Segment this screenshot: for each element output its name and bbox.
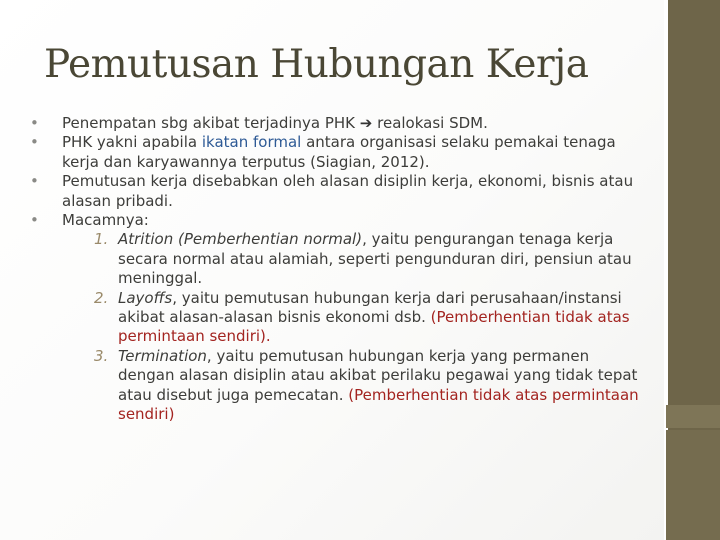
types-list [62,230,650,424]
bullet-item-causes [30,172,650,211]
list-number: 3. [94,346,109,365]
term-atrition: Atrition (Pemberhentian normal) [118,230,363,249]
term-note: (Pemberhentian tidak atas permintaan sendiri). [118,308,630,346]
term-description: , yaitu pemutusan hubungan kerja dari perusahaan/instansi akibat alasan-alasan bisnis ekonomi dsb. [118,288,622,327]
term-note: (Pemberhentian tidak atas permintaan sendiri) [118,385,639,424]
term-termination: Termination [118,346,207,365]
list-item-termination [62,347,650,425]
highlight-formal-bond: ikatan formal [201,133,302,152]
bullet-text: realokasi SDM. [372,114,488,132]
sidebar-accent-block [666,430,720,540]
bullet-list [30,114,650,425]
bullet-item-types [30,211,650,424]
bullet-text: Pemutusan kerja disebabkan oleh alasan disiplin kerja, ekonomi, bisnis atau alasan pribadi. [62,172,634,210]
term-layoffs: Layoffs [118,288,173,307]
bullet-item-phk-placement [30,114,650,133]
sidebar-accent-block [666,405,720,428]
arrow-right-icon: ➔ [359,114,373,132]
list-number: 1. [94,230,109,249]
list-number: 2. [94,288,109,307]
list-item-layoffs [62,289,650,347]
bullet-text: antara organisasi selaku pemakai tenaga kerja dan karyawannya terputus (Siagian, 2012). [62,133,616,171]
list-item-atrition [62,230,650,288]
term-description: , yaitu pengurangan tenaga kerja secara normal atau alamiah, seperti pengunduran diri, pensiun atau meninggal. [118,230,632,288]
slide-content [30,114,650,425]
bullet-text: Penempatan sbg akibat terjadinya PHK [62,114,360,132]
term-description: , yaitu pemutusan hubungan kerja yang permanen dengan alasan disiplin atau akibat perilaku pegawai yang tidak tepat atau disebut juga pemecatan. [118,346,638,404]
bullet-item-phk-definition [30,133,650,172]
bullet-text: PHK yakni apabila [62,133,202,152]
slide-title: Pemutusan Hubungan Kerja [44,42,589,87]
bullet-text: Macamnya: [62,211,149,230]
